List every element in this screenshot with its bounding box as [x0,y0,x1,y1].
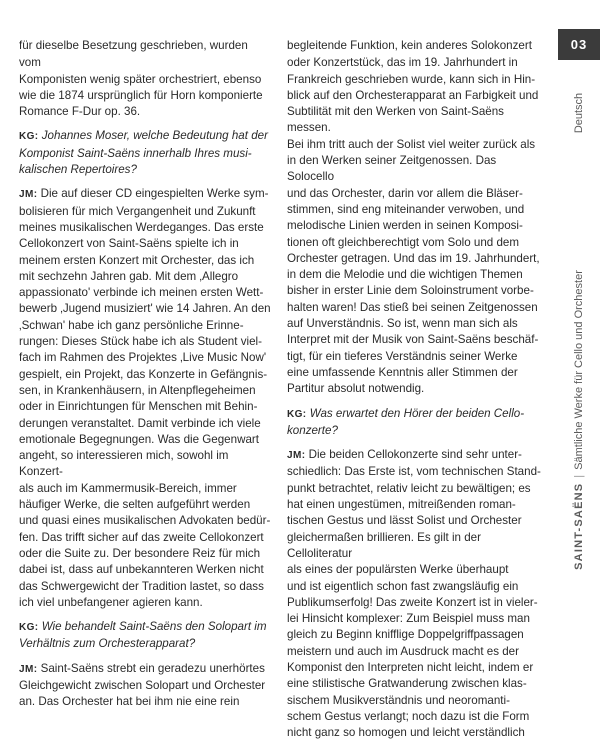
left-column [19,38,272,719]
speaker-label: KG: [19,622,42,634]
speaker-label: JM: [19,663,41,675]
interview-question [19,619,272,653]
speaker-label: JM: [19,189,41,201]
album-title: Sämtliche Werke für Cello und Orchester [573,270,585,470]
language-label: Deutsch [573,92,585,134]
side-margin [558,0,600,603]
interview-answer [19,186,272,611]
paragraph [19,38,272,120]
paragraph-text: begleitende Funktion, kein anderes Solokonzert oder Konzertstück, das im 19. Jahrhundert in Frankreich geschrieben wurde, kann sich in Hin- blick auf den Orchesterapparat an Farbigkeit und Subtilität mit den Werken von Saint-Saëns messen. Bei ihm tritt auch der Solist viel weiter zurück als in den Werken seiner Zeitgenossen. Das Solocello und das Orchester, darin vor allem die Bläser- stimmen, sind eng miteinander verwoben, und melodische Linien werden in seinen Komposi- tionen oft gleichberechtigt vom Solo und dem Orchester getragen. Und das im 19. Jahrhundert, in dem die Melodie und die wichtigen Themen bisher in erster Linie dem Soloinstrument vorbe- halten waren! Das stieß bei seinen Zeitgenossen auf Unverständnis. So ist, wenn man sich als Interpret mit der Musik von Saint-Saëns beschäf- tigt, für ein tieferes Verständnis seiner Werke eine umfassende Kenntnis aller Stimmen der Partitur absolut notwendig. [287,39,540,396]
running-title [573,270,585,570]
composer-name: SAINT-SAËNS [573,482,585,570]
right-column [287,38,541,749]
speaker-label: KG: [19,131,42,143]
title-separator: | [573,474,585,478]
paragraph-text: Die auf dieser CD eingespielten Werke sym- bolisieren für mich Vergangenheit und Zukunft meines musikalischen Werdeganges. Das erste Cellokonzert von Saint-Saëns spielte ich in meinem ersten Konzert mit Orchester, das ich mit sechzehn Jahren gab. Mit dem ‚Allegro appassionato' verbinde ich meinen ersten Wett- bewerb ‚Jugend musiziert' wie 14 Jahren. An den ‚Schwan' habe ich ganz persönliche Erinne- rungen: Dieses Stück habe ich als Student viel- fach im Rahmen des Projektes ‚Live Music Now' gespielt, ein Projekt, das Konzerte in Gefängnis- sen, in Krankenhäusern, in Altenpflegeheimen oder in Einrichtungen für Menschen mit Behin- derungen veranstaltet. Damit verbinde ich viele emotionale Begegnungen. Was die Gegenwart angeht, so interessieren mich, sowohl im Konzert- als auch im Kammermusik-Bereich, immer häufiger Werke, die selten aufgeführt werden und quasi eines musikalischen Advokaten bedür- fen. Das trifft sicher auf das zweite Cellokonzert oder die Suite zu. Der besondere Reiz für mich dabei ist, dass auf unbekannteren Werken nicht das Schwergewicht der Tradition lastet, so dass ich viel unbefangener agieren kann. [19,187,271,609]
speaker-label: JM: [287,450,309,462]
paragraph-text: Was erwartet den Hörer der beiden Cello- konzerte? [287,406,525,437]
paragraph [287,38,541,398]
paragraph-text: Saint-Saëns strebt ein geradezu unerhörtes Gleichgewicht zwischen Solopart und Orchester an. Das Orchester hat bei ihm nie eine rein [19,661,266,709]
paragraph-text: Johannes Moser, welche Bedeutung hat der Komponist Saint-Saëns innerhalb Ihres musi- kalischen Repertoires? [19,129,268,177]
interview-question [287,406,541,440]
speaker-label: KG: [287,408,310,420]
paragraph-text: Die beiden Cellokonzerte sind sehr unter- schiedlich: Das Erste ist, vom technischen Stand- punkt betrachtet, relativ leicht zu bewältigen; es hat einen ungestümen, mitreißenden roman- tischen Gestus und lässt Solist und Orchester gleichermaßen brillieren. Es gilt in der Celloliteratur als eines der populärsten Werke überhaupt und ist eigentlich schon fast zwangsläufig ein Publikumserfolg! Das zweite Konzert ist in vieler- lei Hinsicht komplexer: Zum Beispiel muss man gleich zu Beginn knifflige Doppelgriffpassagen meistern und auch im Ausdruck macht es der Komponist den Interpreten nicht leicht, indem er eine stilistische Gratwanderung zwischen klas- sischem Musikverständnis und neoromanti- schem Gestus verlangt; noch dazu ist die Form nicht ganz so homogen und leicht verständlich [287,448,541,740]
page-number-tab: 03 [558,29,600,60]
interview-answer [287,447,541,741]
interview-question [19,128,272,178]
paragraph-text: für dieselbe Besetzung geschrieben, wurden vom Komponisten wenig später orchestriert, ebenso wie die 1874 ursprünglich für Horn komponierte Romance F-Dur op. 36. [19,39,263,119]
paragraph-text: Wie behandelt Saint-Saëns den Solopart im Verhältnis zum Orchesterapparat? [19,620,267,651]
interview-answer [19,661,272,711]
